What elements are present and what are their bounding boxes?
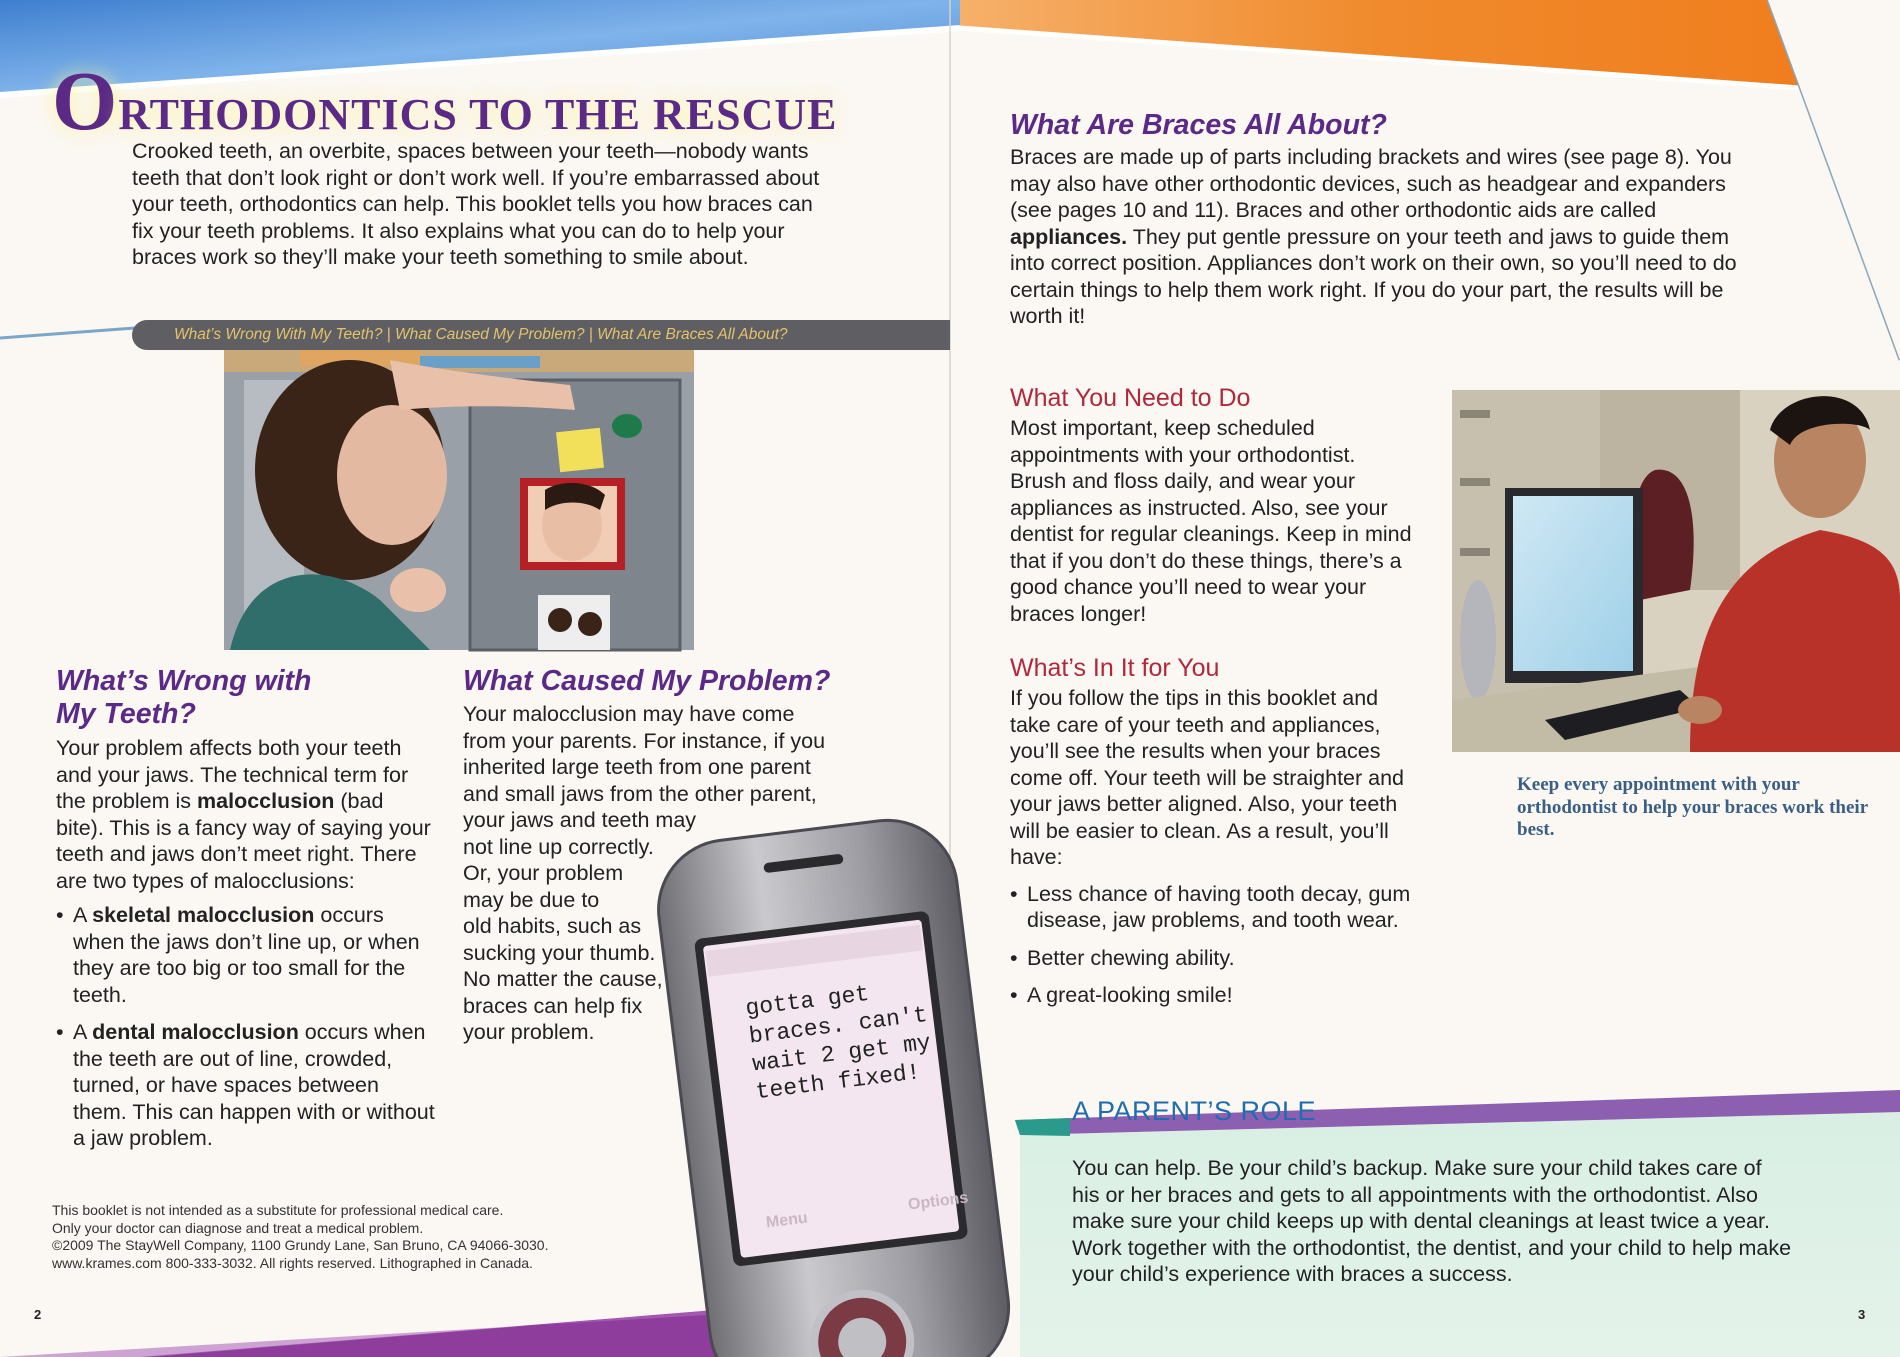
parent-role-paragraph: You can help. Be your child’s backup. Make sure your child takes care of his or her braces and gets to all appointments with the orthodontist. Also make sure your child keeps up with dental cleanings at least twice a year. Work together with the orthodontist, the dentist, and your child to help make your child’s experience with braces a success.: [1072, 1156, 1792, 1286]
phone-options-label: Options: [907, 1189, 970, 1214]
list-item: • Less chance of having tooth decay, gum disease, jaw problems, and tooth wear.: [1010, 881, 1415, 934]
phone-text-message: gotta get braces. can't wait 2 get my teeth fixed!: [744, 980, 933, 1106]
bullet-text: A: [73, 1020, 93, 1044]
need-heading: What You Need to Do: [1010, 384, 1251, 412]
malocclusion-types-list: [56, 902, 436, 1152]
page-number-left: 2: [34, 1307, 42, 1322]
whats-wrong-heading-line1: What’s Wrong with: [56, 665, 312, 697]
title-initial: O: [52, 55, 119, 148]
text-line: and small jaws from the other parent,: [463, 781, 817, 806]
bullet-text: A: [73, 903, 93, 927]
whats-wrong-heading: [56, 665, 436, 731]
braces-text-b: They put gentle pressure on your teeth and jaws to guide them into correct position. Appliances don’t work on their own, so you’ll need to do certain things to help them work right. If you do your part, the results will be worth it!: [1010, 224, 1737, 328]
list-item: [56, 1019, 436, 1152]
text-line: inherited large teeth from one parent: [463, 755, 811, 779]
bullet-text: occurs when the jaws don’t line up, or when they are too big or too small for the teeth.: [73, 903, 420, 1007]
title-rest: RTHODONTICS TO THE RESCUE: [118, 90, 838, 139]
photo-caption: Keep every appointment with your orthodontist to help your braces work their best.: [1517, 774, 1868, 840]
whats-wrong-paragraph: [56, 735, 436, 894]
braces-text-a: Braces are made up of parts including brackets and wires (see page 8). You may also have other orthodontic devices, such as headgear and expanders (see pages 10 and 11). Braces and other orthodontic aids are called: [1010, 145, 1732, 222]
text-line: not line up correctly.: [463, 834, 654, 859]
footer-line: This booklet is not intended as a substitute for professional medical care.: [52, 1202, 504, 1218]
list-item: • Better chewing ability.: [1010, 945, 1415, 972]
what-caused-heading: What Caused My Problem?: [463, 665, 831, 697]
text-line: Or, your problem: [463, 861, 624, 885]
braces-heading: What Are Braces All About?: [1010, 109, 1387, 141]
braces-paragraph: [1010, 144, 1740, 330]
phone-menu-label: Menu: [765, 1209, 809, 1232]
section-nav-bar: What’s Wrong With My Teeth? | What Caused My Problem? | What Are Braces All About?: [132, 320, 950, 350]
text-line: braces can help fix: [463, 993, 643, 1018]
text-line: your jaws and teeth may: [463, 808, 697, 832]
section-whats-wrong: [56, 665, 436, 1163]
text-line: may be due to: [463, 887, 600, 912]
list-item: • A great-looking smile!: [1010, 982, 1415, 1009]
benefits-list: [1010, 881, 1415, 1009]
need-paragraph: Most important, keep scheduled appointments with your orthodontist. Brush and floss daily, and wear your appliances as instructed. Also, see your dentist for regular cleanings. Keep in mind that if you don’t do these things, there’s a good chance you’ll need to wear your braces longer!: [1010, 416, 1412, 626]
phone-screen: [744, 973, 936, 1106]
bullet-term: skeletal malocclusion: [92, 903, 315, 927]
section-need-to-do: [1010, 383, 1415, 627]
whats-wrong-heading-line2: My Teeth?: [56, 698, 196, 730]
text-line: Your malocclusion may have come: [463, 702, 795, 726]
text-line: your problem.: [463, 1020, 595, 1044]
section-braces: [1010, 109, 1740, 330]
page-number-right: 3: [1858, 1307, 1866, 1322]
text-line: No matter the cause,: [463, 967, 663, 991]
legal-footer: [52, 1202, 612, 1272]
text-line: from your parents. For instance, if you: [463, 728, 826, 753]
text-line: old habits, such as: [463, 914, 642, 938]
whats-wrong-text-a: Your problem affects both your teeth and your jaws. The technical term for the problem is: [56, 736, 409, 813]
parent-role-heading: A PARENT’S ROLE: [1072, 1096, 1317, 1126]
in-it-paragraph: If you follow the tips in this booklet and take care of your teeth and appliances, you’ll see the results when your braces come off. Your teeth will be straighter and your jaws better aligned. Also, your teeth will be easier to clean. As a result, you’ll have:: [1010, 686, 1405, 869]
in-it-heading: What’s In It for You: [1010, 654, 1220, 682]
bullet-term: dental malocclusion: [92, 1020, 299, 1044]
computer-photo: [1452, 390, 1900, 752]
list-item: [56, 902, 436, 1008]
text-line: sucking your thumb.: [463, 940, 656, 965]
whats-wrong-term: malocclusion: [197, 789, 335, 813]
bullet-text: occurs when the teeth are out of line, crowded, turned, or have spaces between them. This can happen with or without a jaw problem.: [73, 1020, 435, 1150]
footer-line: ©2009 The StayWell Company, 1100 Grundy Lane, San Bruno, CA 94066-3030.: [52, 1237, 549, 1253]
locker-photo: [224, 350, 694, 650]
page-title: [52, 55, 838, 148]
braces-term: appliances.: [1010, 224, 1128, 249]
footer-line: Only your doctor can diagnose and treat a medical problem.: [52, 1219, 424, 1236]
section-in-it-for-you: [1010, 653, 1415, 1020]
intro-paragraph: Crooked teeth, an overbite, spaces between your teeth—nobody wants teeth that don’t look right or don’t work well. If you’re embarrassed about your teeth, orthodontics can help. This booklet tells you how braces can fix your teeth problems. It also explains what you can do to help your braces work so they’ll make your teeth something to smile about.: [132, 139, 820, 269]
footer-line: www.krames.com 800-333-3032. All rights reserved. Lithographed in Canada.: [52, 1254, 533, 1271]
whats-wrong-text-b: (bad bite). This is a fancy way of saying your teeth and jaws don’t meet right. There are two types of malocclusions:: [56, 789, 431, 893]
